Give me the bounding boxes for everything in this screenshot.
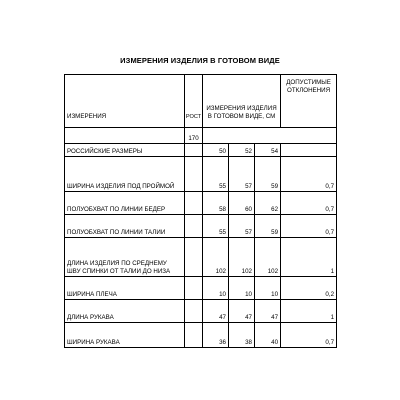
row-rost-cell: [185, 192, 203, 215]
row-rost-cell: [185, 277, 203, 300]
row-value-3: 54: [255, 144, 281, 157]
rost-spacer: [203, 128, 337, 144]
row-value-2: 52: [229, 144, 255, 157]
row-value-3: 40: [255, 323, 281, 348]
row-value-3: 102: [255, 238, 281, 277]
header-finished-measurements: ИЗМЕРЕНИЯ ИЗДЕЛИЯ В ГОТОВОМ ВИДЕ, СМ: [203, 75, 281, 128]
row-name: РОССИЙСКИЕ РАЗМЕРЫ: [65, 144, 185, 157]
row-value-1: 47: [203, 300, 229, 323]
row-name: ШИРИНА ПЛЕЧА: [65, 277, 185, 300]
row-rost-cell: [185, 144, 203, 157]
row-rost-cell: [185, 157, 203, 192]
row-tolerance: 0,7: [281, 157, 337, 192]
table-row: [65, 323, 337, 348]
row-value-2: 47: [229, 300, 255, 323]
table-row: [65, 144, 337, 157]
row-value-2: 57: [229, 157, 255, 192]
row-rost-cell: [185, 323, 203, 348]
row-value-1: 10: [203, 277, 229, 300]
table-row: [65, 277, 337, 300]
header-measurements: ИЗМЕРЕНИЯ: [65, 75, 185, 128]
row-value-2: 60: [229, 192, 255, 215]
row-rost-cell: [185, 238, 203, 277]
row-value-1: 58: [203, 192, 229, 215]
measurements-table: [64, 74, 337, 348]
row-rost-cell: [185, 215, 203, 238]
row-value-1: 55: [203, 215, 229, 238]
row-value-2: 10: [229, 277, 255, 300]
rost-row: [65, 128, 337, 144]
row-name: ШИРИНА ИЗДЕЛИЯ ПОД ПРОЙМОЙ: [65, 157, 185, 192]
row-value-2: 102: [229, 238, 255, 277]
row-value-2: 38: [229, 323, 255, 348]
table-row: [65, 157, 337, 192]
row-value-3: 59: [255, 157, 281, 192]
table-row: [65, 238, 337, 277]
header-rost: РОСТ: [185, 75, 203, 128]
row-tolerance: 0,7: [281, 192, 337, 215]
row-value-1: 55: [203, 157, 229, 192]
row-tolerance: 1: [281, 300, 337, 323]
rost-value: 170: [185, 128, 203, 144]
row-tolerance: 0,2: [281, 277, 337, 300]
row-tolerance: [281, 144, 337, 157]
row-value-3: 47: [255, 300, 281, 323]
rost-empty-cell: [65, 128, 185, 144]
row-value-1: 102: [203, 238, 229, 277]
row-value-1: 50: [203, 144, 229, 157]
row-tolerance: 0,7: [281, 215, 337, 238]
row-name: ДЛИНА ИЗДЕЛИЯ ПО СРЕДНЕМУ ШВУ СПИНКИ ОТ ТАЛИИ ДО НИЗА: [65, 238, 185, 277]
header-tolerance: ДОПУСТИМЫЕ ОТКЛОНЕНИЯ: [281, 75, 337, 128]
row-value-3: 10: [255, 277, 281, 300]
row-name: ПОЛУОБХВАТ ПО ЛИНИИ БЕДЕР: [65, 192, 185, 215]
row-value-3: 59: [255, 215, 281, 238]
table-row: [65, 300, 337, 323]
row-name: ДЛИНА РУКАВА: [65, 300, 185, 323]
header-row: [65, 75, 337, 128]
table-title: ИЗМЕРЕНИЯ ИЗДЕЛИЯ В ГОТОВОМ ВИДЕ: [120, 56, 280, 65]
row-name: ШИРИНА РУКАВА: [65, 323, 185, 348]
row-value-2: 57: [229, 215, 255, 238]
row-tolerance: 0,7: [281, 323, 337, 348]
row-value-1: 36: [203, 323, 229, 348]
row-name: ПОЛУОБХВАТ ПО ЛИНИИ ТАЛИИ: [65, 215, 185, 238]
row-tolerance: 1: [281, 238, 337, 277]
row-value-3: 62: [255, 192, 281, 215]
table-row: [65, 192, 337, 215]
row-rost-cell: [185, 300, 203, 323]
table-row: [65, 215, 337, 238]
